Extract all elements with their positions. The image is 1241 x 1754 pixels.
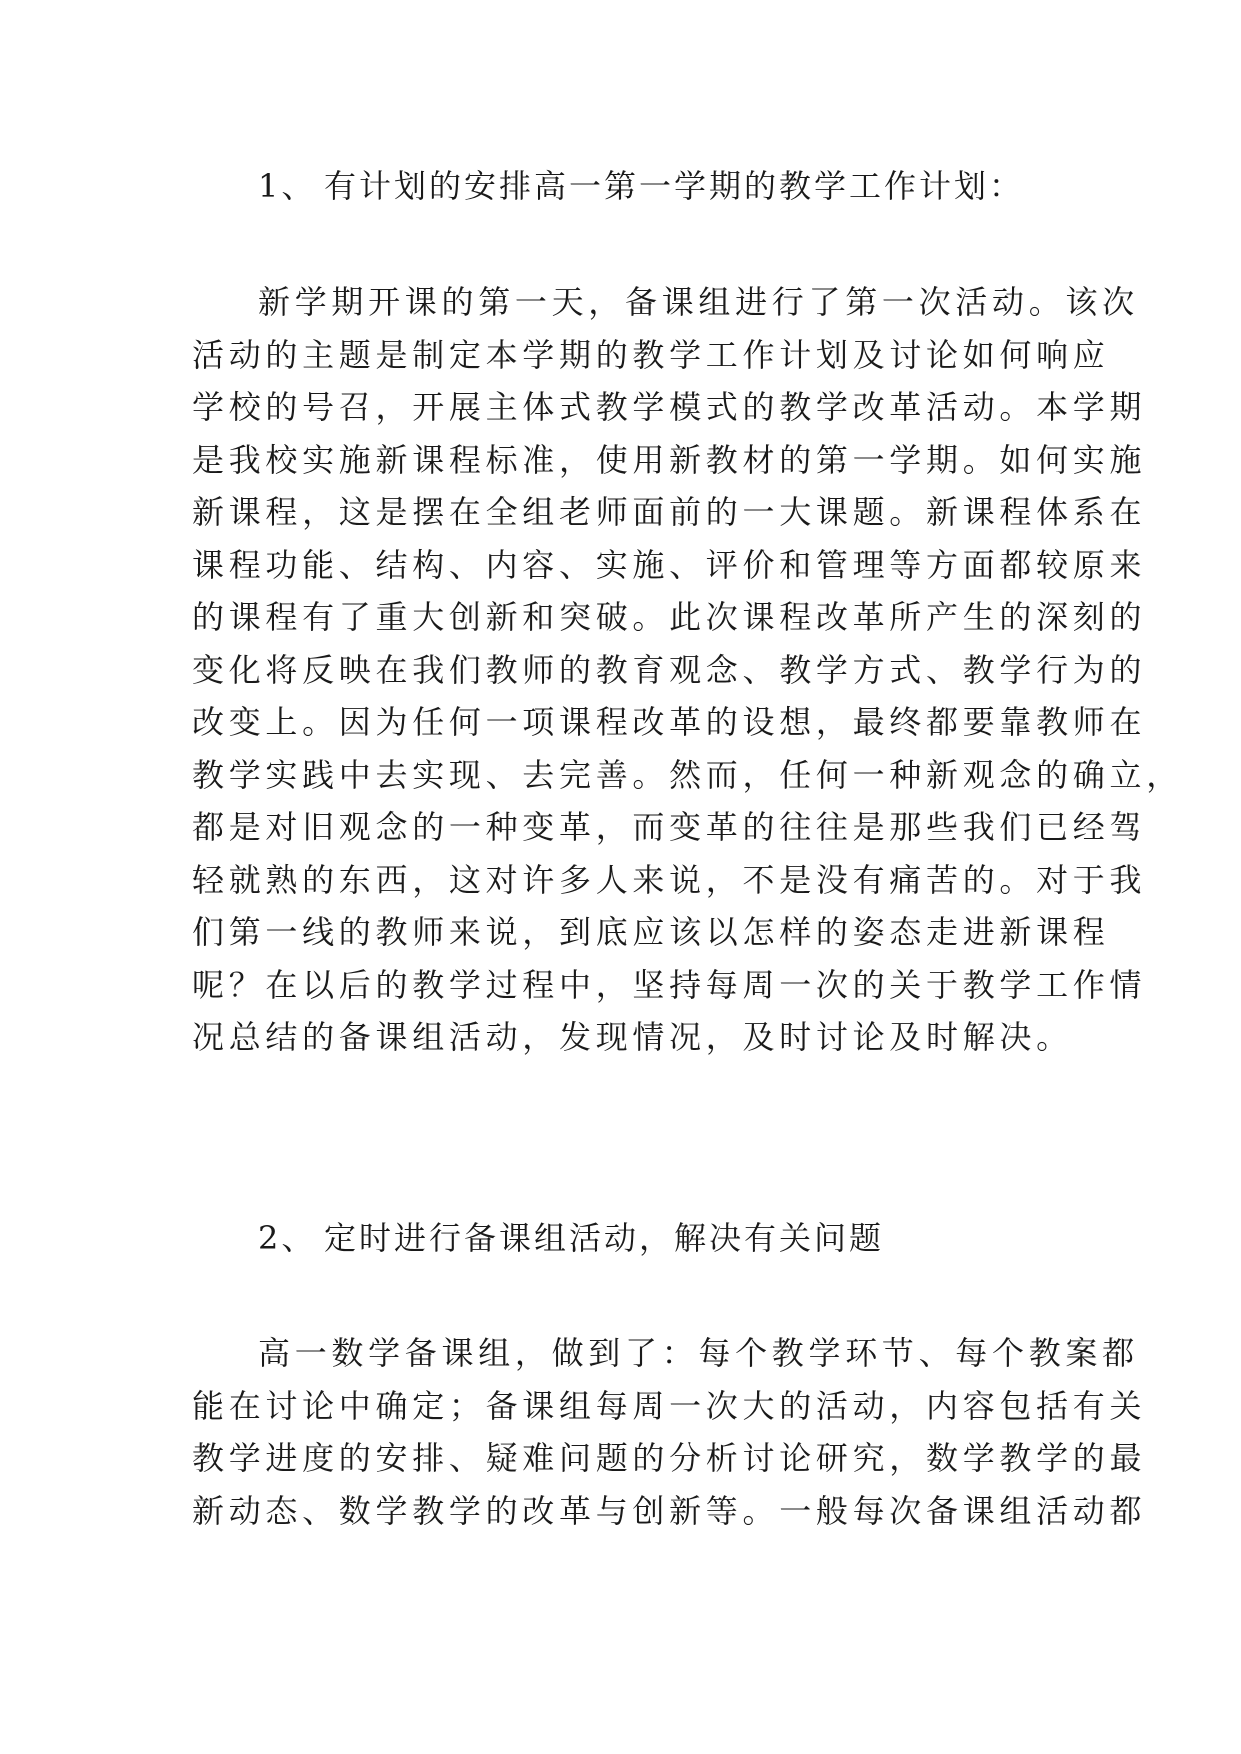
- paragraph-line: 们第一线的教师来说，到底应该以怎样的姿态走进新课程: [192, 913, 1110, 951]
- paragraph-line: 改变上。因为任何一项课程改革的设想，最终都要靠教师在: [192, 703, 1147, 741]
- paragraph-line: 新动态、数学教学的改革与创新等。一般每次备课组活动都: [192, 1491, 1147, 1530]
- paragraph-line: 是我校实施新课程标准，使用新教材的第一学期。如何实施: [192, 440, 1147, 479]
- paragraph-line: 教学进度的安排、疑难问题的分析讨论研究，数学教学的最: [192, 1439, 1147, 1477]
- paragraph-line: 新学期开课的第一天，备课组进行了第一次活动。该次: [258, 283, 1139, 321]
- paragraph-line: 学校的号召，开展主体式教学模式的教学改革活动。本学期: [192, 388, 1147, 426]
- paragraph-line: 新课程，这是摆在全组老师面前的一大课题。新课程体系在: [192, 493, 1147, 531]
- paragraph-line: 呢？在以后的教学过程中，坚持每周一次的关于教学工作情: [192, 965, 1147, 1004]
- section-number: 1、: [258, 167, 317, 205]
- section-title: 定时进行备课组活动，解决有关问题: [324, 1219, 885, 1257]
- paragraph-line: 变化将反映在我们教师的教育观念、教学方式、教学行为的: [192, 650, 1147, 689]
- paragraph-line: 能在讨论中确定；备课组每周一次大的活动，内容包括有关: [192, 1386, 1147, 1425]
- section-title: 有计划的安排高一第一学期的教学工作计划：: [324, 167, 1025, 205]
- paragraph-line: 活动的主题是制定本学期的教学工作计划及讨论如何响应: [192, 335, 1110, 374]
- paragraph-line: 课程功能、结构、内容、实施、评价和管理等方面都较原来: [192, 545, 1147, 584]
- paragraph-line: 的课程有了重大创新和突破。此次课程改革所产生的深刻的: [192, 598, 1147, 636]
- section-heading-2: [258, 1218, 884, 1258]
- paragraph-line: 教学实践中去实现、去完善。然而，任何一种新观念的确立，: [192, 755, 1183, 794]
- paragraph-line: 轻就熟的东西，这对许多人来说，不是没有痛苦的。对于我: [192, 860, 1147, 899]
- paragraph-line: 都是对旧观念的一种变革，而变革的往往是那些我们已经驾: [192, 808, 1147, 846]
- paragraph-line: 高一数学备课组，做到了：每个教学环节、每个教案都: [258, 1334, 1139, 1372]
- section-number: 2、: [258, 1219, 317, 1257]
- section-heading-1: [258, 166, 1024, 206]
- paragraph-line: 况总结的备课组活动，发现情况，及时讨论及时解决。: [192, 1018, 1073, 1056]
